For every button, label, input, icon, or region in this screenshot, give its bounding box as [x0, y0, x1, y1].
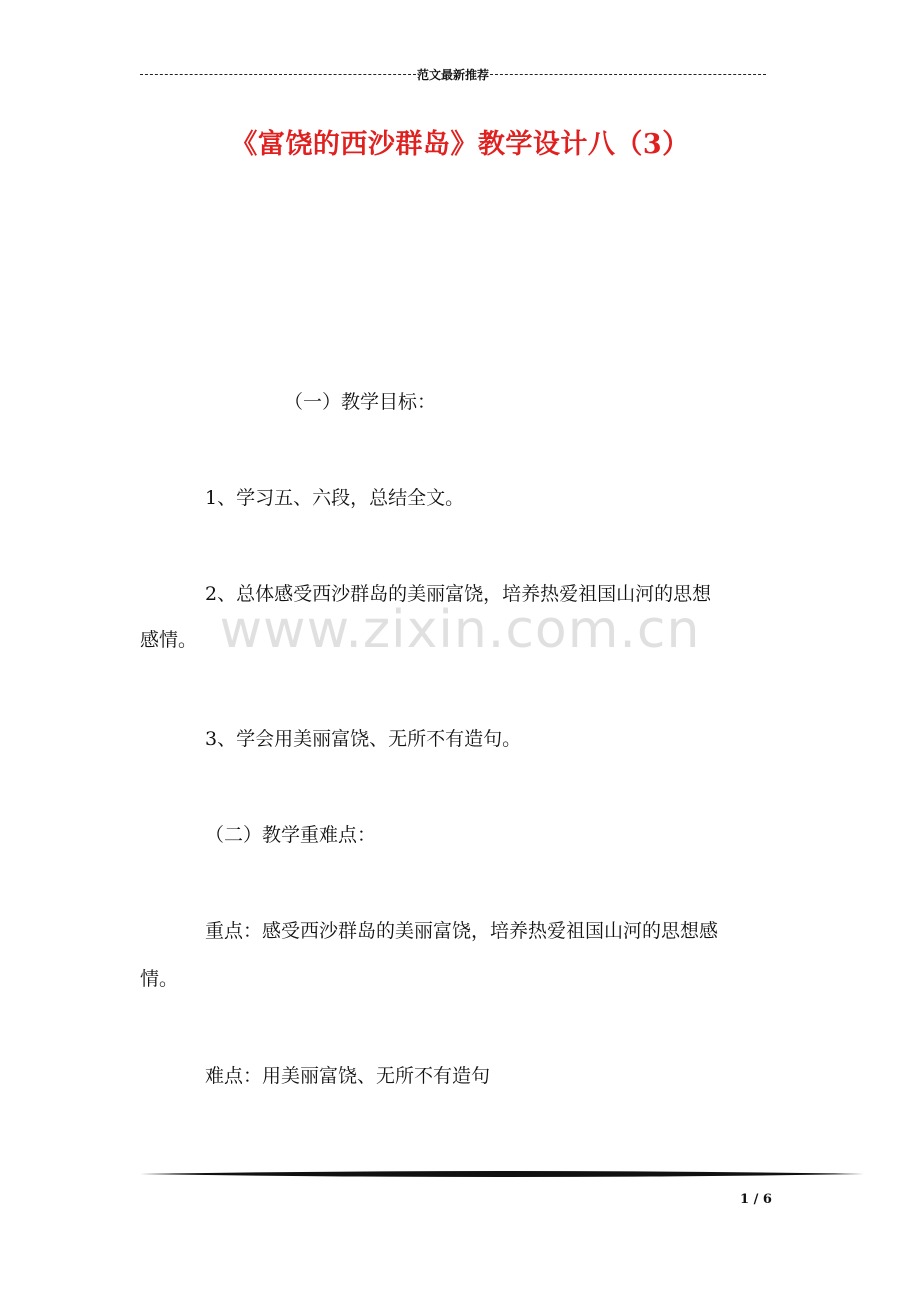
- section-heading-objectives: （一）教学目标：: [284, 391, 437, 413]
- difficult-point: 难点：用美丽富饶、无所不有造句: [205, 1065, 491, 1087]
- header-dash-right: [490, 74, 766, 75]
- key-point-line-1: 重点：感受西沙群岛的美丽富饶，培养热爱祖国山河的思想感: [205, 920, 719, 942]
- page-header: [140, 66, 766, 83]
- document-title: 《富饶的西沙群岛》教学设计八（3）: [230, 129, 690, 160]
- header-dash-left: [140, 74, 416, 75]
- footer-rule: [140, 1169, 864, 1179]
- watermark: www.zixin.com.cn: [219, 600, 701, 660]
- objective-item-1: 1、学习五、六段，总结全文。: [205, 487, 465, 509]
- key-point-line-2: 情。: [140, 968, 179, 990]
- header-label: 范文最新推荐: [417, 68, 490, 82]
- section-heading-key-points: （二）教学重难点：: [205, 824, 377, 846]
- objective-item-2-line-2: 感情。: [140, 629, 198, 651]
- page-number: 1 / 6: [740, 1192, 772, 1207]
- objective-item-3: 3、学会用美丽富饶、无所不有造句。: [205, 728, 522, 750]
- objective-item-2-line-1: 2、总体感受西沙群岛的美丽富饶，培养热爱祖国山河的思想: [205, 583, 712, 605]
